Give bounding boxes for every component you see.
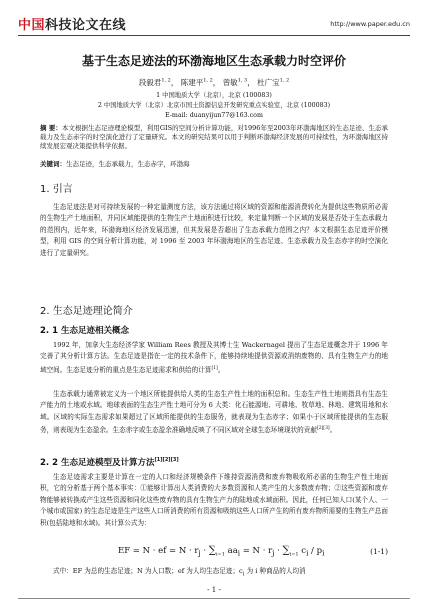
- formula-explanation: [40, 566, 388, 581]
- author-affil: 1, 2: [203, 77, 213, 84]
- citation: [1][2][3]: [154, 457, 179, 464]
- affiliation-2: 2 中国地质大学（北京）北京市国土资源信息开发研究重点实验室，北京 (100083): [97, 102, 331, 109]
- keywords-text: 生态足迹，生态承载力，生态赤字，环渤海: [66, 160, 190, 168]
- capacity-paragraph: [40, 389, 388, 437]
- explanation-text-end: 为 i 种商品的人均消: [244, 567, 306, 575]
- site-url[interactable]: http://www.paper.edu.cn: [330, 20, 410, 28]
- formula-number: (1-1): [370, 547, 388, 556]
- explanation-text: 式中：EF 为总的生态足迹；N 为人口数；ef 为人均生态足迹；c: [53, 567, 243, 575]
- author-affil: 1, 3: [237, 77, 248, 84]
- abstract-text: 本文根据生态足迹理论模型，利用GIS的空间分析计算功能，对1996年至2003年环渤海地区的生态足迹、生态承载力及生态赤字的时空演化进行了定量研究。本文的研究结果可以用于判断环渤海经济发展的可持续性，为环渤海地区持续发展宏观决策提供科学依据。: [40, 124, 389, 151]
- subsection-heading-model: [40, 456, 179, 468]
- affiliation-1: 1 中国地质大学（北京），北京 (100083): [156, 92, 272, 99]
- keywords-label: 关键词：: [40, 160, 66, 168]
- logo-text-red: 中国: [18, 18, 46, 33]
- concept-text-end: 。: [217, 366, 225, 374]
- author-email[interactable]: E-mail: duanyijun77@163.com: [165, 112, 263, 119]
- subsection-heading-concepts: 2. 1 生态足迹相关概念: [40, 326, 129, 336]
- citation: [2][3]: [316, 426, 330, 432]
- journal-header: [18, 10, 410, 36]
- abstract-label: 摘 要：: [40, 124, 62, 132]
- concept-text: 1992 年，加拿大生态经济学家 William Rees 教授及其博士生 Wackernagel 提出了生态足迹概念并于 1996 年完善了其分析计算方法。生态足迹是指在一定的技术条件下，能够持续地提供资源或消纳废物的、具有生物生产力的地域空间。生态足迹分析的重点是生态足迹需求和供给的计算: [40, 341, 388, 374]
- abstract: [40, 124, 388, 152]
- author-name: 曾敏: [222, 78, 238, 87]
- author-list: 段毅君$^{1, 2}$， 陈建平$^{1, 2}$， 曾敏$^{1, 3}$， 杜广宝$^{1, 2}$: [138, 77, 290, 87]
- paper-title: 基于生态足迹法的环渤海地区生态承载力时空评价: [81, 54, 346, 68]
- capacity-text-end: 。: [329, 426, 337, 435]
- section-heading-introduction: 1. 引言: [40, 184, 73, 195]
- author-name: 段毅君: [138, 78, 162, 87]
- citation: [1]: [211, 365, 218, 371]
- concept-paragraph: [40, 340, 388, 376]
- formula-1-1: [0, 541, 428, 565]
- author-name: 陈建平: [180, 78, 204, 87]
- author-affil: 1, 2: [161, 77, 171, 84]
- formula-lead: EF = N · ef = N · r: [118, 546, 199, 556]
- model-paragraph: 生态足迹需求主要是计算在一定的人口和经济规模条件下维持资源消费和废弃物吸收所必需的生物生产性土地面积，它的分析基于两个基本事实：①能够计算出人类消费的大多数资源和人类产生的大多数废弃物；②这些资源和废弃物能够被转换成产生这些资源和同化这些废弃物的具有生物生产力的陆地或水域面积。因此，任何已知人口(某个人、一个城市或国家) 的生态足迹是生产这些人口所消费的所有资源和吸纳这些人口所产生的所有废弃物所需要的生物生产总面积(包括陆地和水域)。其计算公式为：: [40, 473, 388, 527]
- capacity-text: 生态承载力通常被定义为一个地区所能提供给人类的生态生产性土地的面积总和。生态生产性土地则指具有生态生产能力的土地或水域。地球表面的生态生产性土地可分为 6 大类：化石能源地、可耕地、牧草地、林地、建筑用地和水域。区域的实际生态需求如果超过了区域所能提供的生态服务，就表现为生态赤字；如果小于区域所能提供的生态服务，则表现为生态盈余。生态赤字或生态盈余准确地反映了不同区域对全球生态环境现状的贡献: [40, 390, 388, 435]
- subscript: i: [242, 571, 245, 578]
- keywords: [40, 160, 388, 169]
- page-number: - 1 -: [207, 586, 221, 594]
- section-heading-theory: 2. 生态足迹理论简介: [40, 306, 133, 317]
- intro-paragraph: 生态足迹法是对可持续发展的一种定量测度方法，该方法通过将区域的资源和能源消费转化为提供这些物质所必需的生物生产土地面积，并同区域能提供的生物生产土地面积进行比较，来定量判断一个区域的发展是否处于生态承载力的范围内，近年来，环渤海地区经济发展迅速，但其发展是否超出了生态承载力范围之内？本文根据生态足迹评价模型，利用 GIS 的空间分析计算功能，对 1996 至 2003 年环渤海地区的生态足迹、生态承载力及生态赤字的时空演化进行了定量研究。: [40, 203, 388, 257]
- author-affil: 1, 2: [279, 77, 290, 84]
- journal-logo[interactable]: [18, 14, 126, 33]
- logo-text-dark: 科技论文在线: [45, 18, 127, 33]
- footer-divider: [18, 598, 410, 599]
- author-name: 杜广宝: [257, 78, 280, 87]
- formula-expression: EF = N · ef = $N \cdot r_j \cdot \sum_{i=1}$ $aa_i = N \cdot r_j \cdot \sum_{i=1}$ $c_i / p_i$: [118, 545, 325, 558]
- model-heading-text: 2. 2 生态足迹模型及计算方法: [40, 458, 155, 468]
